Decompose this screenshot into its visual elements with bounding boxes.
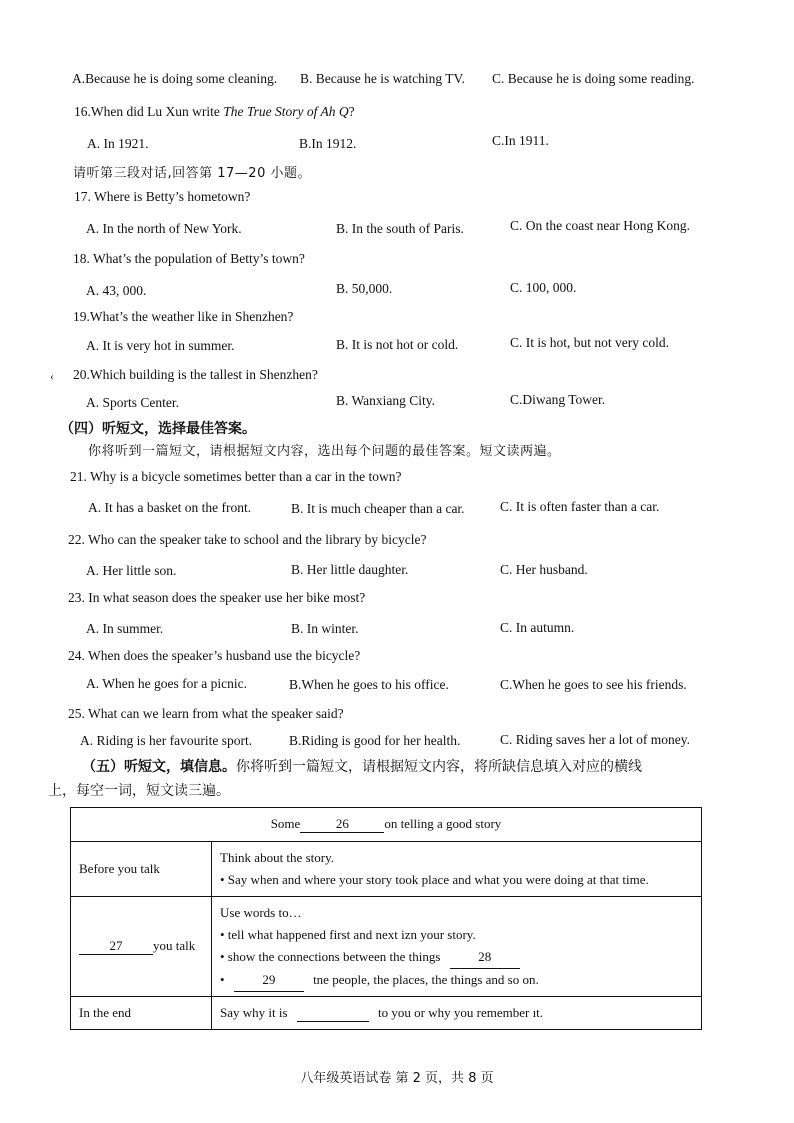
section-5-description-line2: 上，每空一词，短文读三遍。 bbox=[48, 783, 230, 799]
q22-option-a: A. Her little son. bbox=[86, 563, 177, 578]
row-label-while bbox=[71, 897, 212, 997]
q24-option-b: B.When he goes to his office. bbox=[289, 677, 449, 692]
q24-option-a: A. When he goes for a picnic. bbox=[86, 676, 247, 691]
q23-stem: 23. In what season does the speaker use her bike most? bbox=[68, 590, 366, 605]
row-content-before bbox=[212, 842, 702, 897]
q17-option-c: C. On the coast near Hong Kong. bbox=[510, 218, 690, 233]
blank-29: 29 bbox=[234, 969, 304, 992]
q16-stem-suffix: ? bbox=[348, 104, 355, 119]
blank-30 bbox=[297, 1005, 369, 1022]
row2-line3 bbox=[220, 946, 693, 969]
q20-option-c: C.Diwang Tower. bbox=[510, 392, 606, 407]
q22-stem: 22. Who can the speaker take to school and the library by bicycle? bbox=[68, 532, 427, 547]
q21-option-c: C. It is often faster than a car. bbox=[500, 499, 660, 514]
row1-line1: Think about the story. bbox=[220, 850, 334, 865]
q19-option-b: B. It is not hot or cold. bbox=[336, 337, 459, 352]
row2-line3-text: • show the connections between the things bbox=[220, 948, 441, 964]
page-footer: 八年级英语试卷 第 2 页，共 8 页 bbox=[300, 1071, 494, 1086]
table-row bbox=[71, 808, 702, 842]
row2-line4-text: tne people, the places, the things and so on. bbox=[313, 971, 539, 987]
q25-option-b: B.Riding is good for her health. bbox=[289, 733, 461, 748]
q20-option-a: A. Sports Center. bbox=[86, 395, 179, 410]
blank-28: 28 bbox=[450, 946, 520, 969]
blank-27: 27 bbox=[79, 938, 153, 955]
row-content-while bbox=[212, 897, 702, 997]
q15-option-b: B. Because he is watching TV. bbox=[300, 71, 465, 86]
q18-option-b: B. 50,000. bbox=[336, 281, 393, 296]
blank-26: 26 bbox=[300, 816, 384, 833]
row-label-while-text: you talk bbox=[153, 938, 196, 953]
q20-stem: 20.Which building is the tallest in Shenzhen? bbox=[73, 367, 318, 382]
q19-option-c: C. It is hot, but not very cold. bbox=[510, 335, 669, 350]
q24-option-c: C.When he goes to see his friends. bbox=[500, 677, 687, 692]
instruction-17-20: 请听第三段对话,回答第 17—20 小题。 bbox=[73, 166, 311, 181]
q19-option-a: A. It is very hot in summer. bbox=[86, 338, 235, 353]
q25-stem: 25. What can we learn from what the speaker said? bbox=[68, 706, 344, 721]
table-row bbox=[71, 897, 702, 997]
section-4-title: （四）听短文，选择最佳答案。 bbox=[60, 421, 256, 437]
q23-option-a: A. In summer. bbox=[86, 621, 164, 636]
section-4-description: 你将听到一篇短文，请根据短文内容，选出每个问题的最佳答案。短文读两遍。 bbox=[88, 444, 561, 459]
row2-line4-bullet: • bbox=[220, 971, 225, 987]
q18-option-c: C. 100, 000. bbox=[510, 280, 577, 295]
table-header bbox=[71, 808, 702, 842]
q18-option-a: A. 43, 000. bbox=[86, 283, 147, 298]
row2-line4 bbox=[220, 969, 693, 992]
q18-stem: 18. What’s the population of Betty’s town? bbox=[73, 251, 305, 266]
stray-mark: ‹ bbox=[50, 369, 54, 383]
q20-option-b: B. Wanxiang City. bbox=[336, 393, 436, 408]
q21-option-a: A. It has a basket on the front. bbox=[88, 500, 252, 515]
q25-option-c: C. Riding saves her a lot of money. bbox=[500, 732, 690, 747]
fill-in-table bbox=[70, 807, 702, 1030]
row3-text-pre: Say why it is bbox=[220, 1004, 288, 1020]
q23-option-b: B. In winter. bbox=[291, 621, 359, 636]
q24-stem: 24. When does the speaker’s husband use the bicycle? bbox=[68, 648, 361, 663]
table-row bbox=[71, 842, 702, 897]
q22-option-c: C. Her husband. bbox=[500, 562, 588, 577]
q19-stem: 19.What’s the weather like in Shenzhen? bbox=[73, 309, 294, 324]
q15-option-c: C. Because he is doing some reading. bbox=[492, 71, 695, 86]
q25-option-a: A. Riding is her favourite sport. bbox=[80, 733, 253, 748]
q22-option-b: B. Her little daughter. bbox=[291, 562, 409, 577]
header-text-pre: Some bbox=[270, 816, 301, 831]
q16-stem bbox=[74, 104, 355, 120]
q16-option-b: B.In 1912. bbox=[299, 136, 357, 151]
section-5-description-line1: 你将听到一篇短文，请根据短文内容，将所缺信息填入对应的横线 bbox=[236, 759, 642, 775]
q17-option-a: A. In the north of New York. bbox=[86, 221, 242, 236]
q16-stem-title: The True Story of Ah Q bbox=[223, 104, 349, 119]
q21-stem: 21. Why is a bicycle sometimes better than a car in the town? bbox=[70, 469, 402, 484]
row2-line2: • tell what happened first and next izn your story. bbox=[220, 926, 476, 942]
q17-stem: 17. Where is Betty’s hometown? bbox=[74, 189, 251, 204]
row2-line1: Use words to… bbox=[220, 904, 302, 920]
header-text-post: on telling a good story bbox=[384, 816, 502, 831]
q17-option-b: B. In the south of Paris. bbox=[336, 221, 464, 236]
section-5-title: （五）听短文，填信息。 bbox=[82, 759, 236, 775]
row3-text-post: to you or why you remember ıt. bbox=[378, 1004, 544, 1020]
q15-option-a: A.Because he is doing some cleaning. bbox=[72, 71, 278, 86]
q16-stem-prefix: 16.When did Lu Xun write bbox=[74, 104, 224, 119]
row1-line2: • Say when and where your story took place and what you were doing at that time. bbox=[220, 872, 649, 887]
row-label-end: In the end bbox=[71, 997, 212, 1030]
row-content-end bbox=[212, 997, 702, 1030]
q16-option-c: C.In 1911. bbox=[492, 133, 549, 148]
section-5-heading bbox=[82, 756, 642, 776]
q21-option-b: B. It is much cheaper than a car. bbox=[291, 501, 465, 516]
table-row bbox=[71, 997, 702, 1030]
row-label-before: Before you talk bbox=[71, 842, 212, 897]
q16-option-a: A. In 1921. bbox=[87, 136, 149, 151]
q23-option-c: C. In autumn. bbox=[500, 620, 575, 635]
